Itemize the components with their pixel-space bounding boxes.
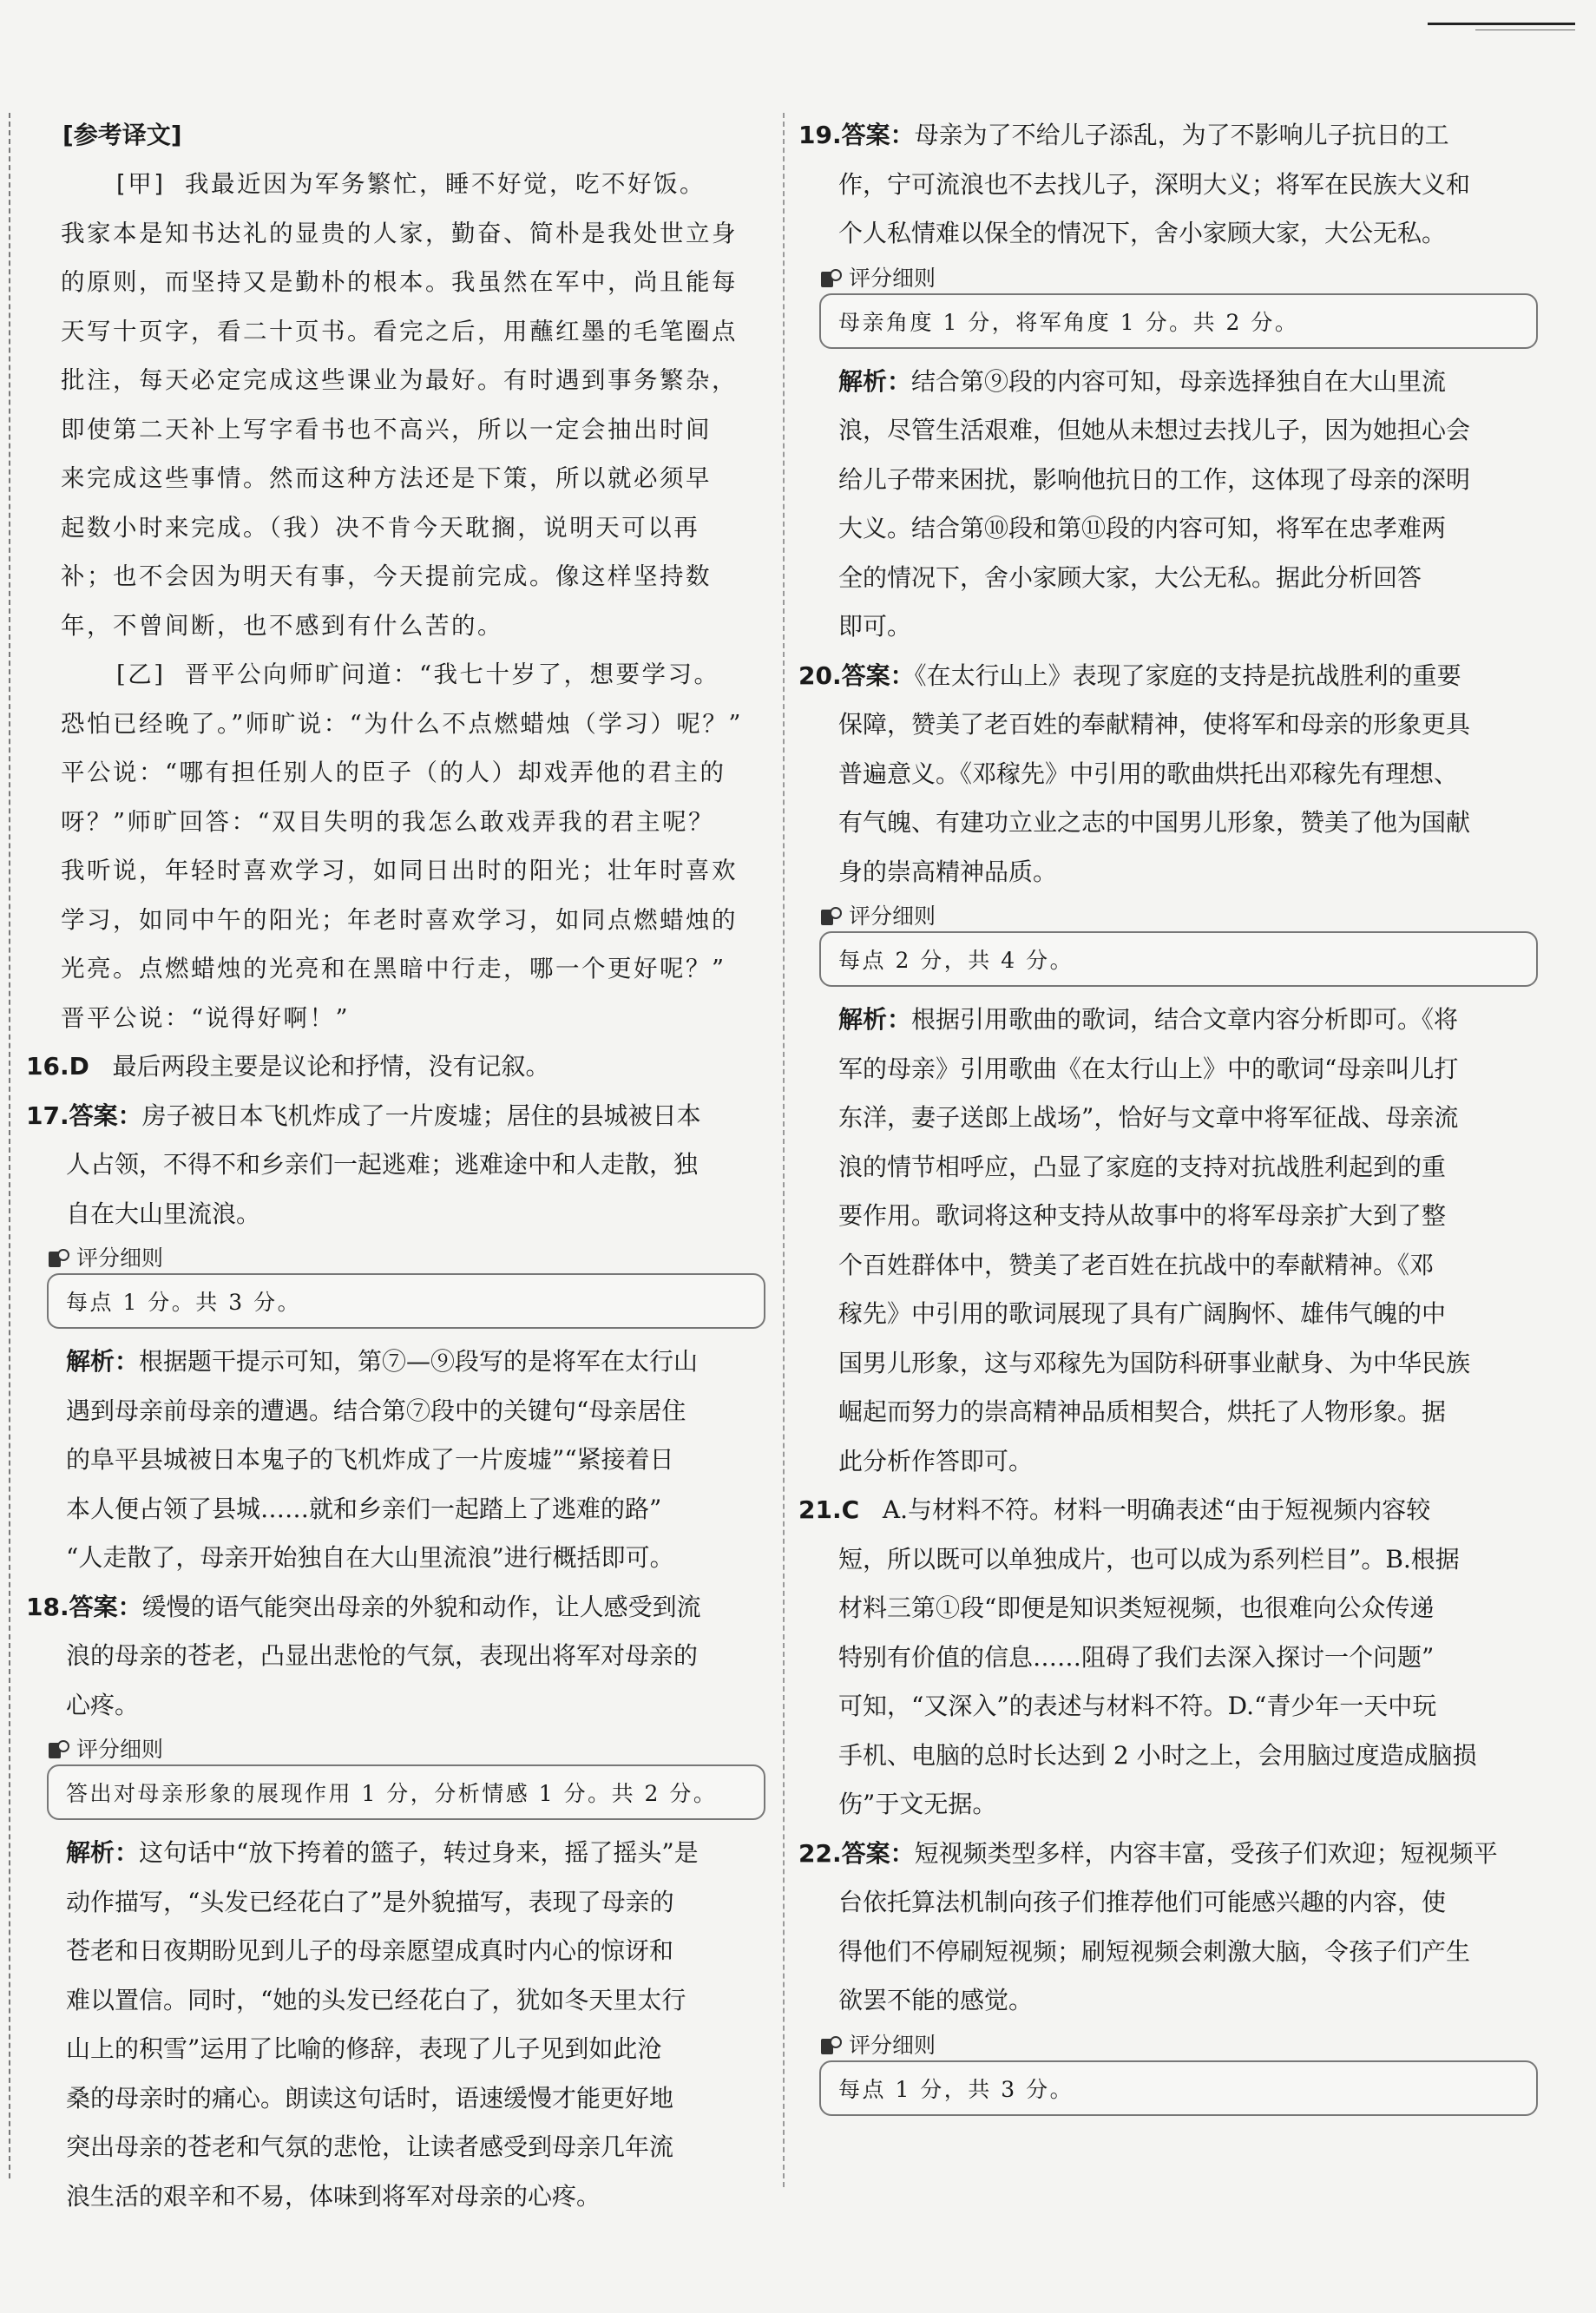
analysis-line: “人走散了，母亲开始独自在大山里流浪”进行概括即可。 bbox=[66, 1543, 674, 1572]
analysis-line: 全的情况下，舍小家顾大家，大公无私。据此分析回答 bbox=[838, 562, 1422, 592]
analysis-line: 山上的积雪”运用了比喻的修辞，表现了儿子见到如此沧 bbox=[66, 2034, 662, 2063]
analysis-line: 难以置信。同时，“她的头发已经花白了，犹如冬天里太行 bbox=[66, 1985, 686, 2014]
jia-line: 年，不曾间断，也不感到有什么苦的。 bbox=[61, 611, 503, 640]
analysis-label: 解析： bbox=[838, 366, 912, 396]
jia-line: 我最近因为军务繁忙，睡不好觉，吃不好饭。 bbox=[184, 170, 706, 198]
scoring-icon bbox=[819, 268, 840, 289]
scoring-title: 评分细则 bbox=[76, 1737, 164, 1762]
scoring-icon bbox=[819, 2035, 840, 2056]
scoring-icon bbox=[819, 906, 840, 927]
column-divider bbox=[783, 113, 785, 2187]
analysis-line: 崛起而努力的崇高精神品质相契合，烘托了人物形象。据 bbox=[838, 1397, 1447, 1426]
q17-score-text: 每点 1 分。共 3 分。 bbox=[47, 1273, 765, 1329]
q18-line: 心疼。 bbox=[66, 1690, 140, 1719]
yi-line: 平公说：“哪有担任别人的臣子（的人）却戏弄他的君主的 bbox=[61, 759, 726, 786]
jia-line: 即使第二天补上写字看书也不高兴，所以一定会抽出时间 bbox=[61, 415, 712, 444]
q20-number: 20.答案： bbox=[798, 660, 915, 690]
q19-line: 作，宁可流浪也不去找儿子，深明大义；将军在民族大义和 bbox=[838, 169, 1471, 199]
q18-scoring bbox=[47, 1735, 765, 1820]
yi-line: 我听说，年轻时喜欢学习，如同日出时的阳光；壮年时喜欢 bbox=[61, 857, 738, 884]
q16-number: 16.D bbox=[26, 1052, 89, 1081]
jia-line: 我家本是知书达礼的显贵的人家，勤奋、简朴是我处世立身 bbox=[61, 219, 738, 247]
q21-line: 手机、电脑的总时长达到 2 小时之上，会用脑过度造成脑损 bbox=[838, 1740, 1477, 1770]
analysis-line: 根据题干提示可知，第⑦—⑨段写的是将军在太行山 bbox=[139, 1347, 699, 1376]
analysis-line: 桑的母亲时的痛心。朗读这句话时，语速缓慢才能更好地 bbox=[66, 2083, 674, 2113]
yi-line: 呀？”师旷回答：“双目失明的我怎么敢戏弄我的君主呢？ bbox=[61, 807, 715, 836]
right-column bbox=[798, 111, 1538, 2125]
q22-scoring bbox=[819, 2031, 1538, 2116]
scoring-title: 评分细则 bbox=[849, 904, 936, 929]
jia-line: 起数小时来完成。（我）决不肯今天耽搁，说明天可以再 bbox=[61, 513, 700, 542]
scoring-icon bbox=[47, 1739, 68, 1760]
analysis-line: 突出母亲的苍老和气氛的悲怆，让读者感受到母亲几年流 bbox=[66, 2132, 674, 2161]
jia-line: 来完成这些事情。然而这种方法还是下策，所以就必须早 bbox=[61, 464, 712, 492]
yi-line: 光亮。点燃蜡烛的光亮和在黑暗中行走，哪一个更好呢？” bbox=[61, 955, 726, 982]
analysis-line: 苍老和日夜期盼见到儿子的母亲愿望成真时内心的惊讶和 bbox=[66, 1936, 674, 1965]
analysis-line: 东洋，妻子送郎上战场”，恰好与文章中将军征战、母亲流 bbox=[838, 1103, 1459, 1132]
scoring-title: 评分细则 bbox=[849, 265, 936, 291]
yi-label: [乙] bbox=[116, 660, 166, 688]
q17-analysis bbox=[26, 1337, 765, 1583]
question-22 bbox=[798, 1830, 1538, 2026]
q20-score-text: 每点 2 分，共 4 分。 bbox=[819, 931, 1538, 987]
question-16 bbox=[26, 1042, 765, 1092]
analysis-line: 本人便占领了县城……就和乡亲们一起踏上了逃难的路” bbox=[66, 1494, 662, 1523]
q22-line: 得他们不停刷短视频；刷短视频会刺激大脑，令孩子们产生 bbox=[838, 1936, 1471, 1966]
analysis-label: 解析： bbox=[66, 1838, 140, 1867]
analysis-line: 大义。结合第⑩段和第⑪段的内容可知，将军在忠孝难两 bbox=[838, 514, 1447, 542]
q21-line: A.与材料不符。材料一明确表述“由于短视频内容较 bbox=[882, 1495, 1431, 1524]
q16-text: 最后两段主要是议论和抒情，没有记叙。 bbox=[112, 1052, 550, 1081]
analysis-line: 浪，尽管生活艰难，但她从未想过去找儿子，因为她担心会 bbox=[838, 416, 1471, 444]
q21-line: 短，所以既可以单独成片，也可以成为系列栏目”。B.根据 bbox=[838, 1544, 1460, 1574]
yi-line: 恐怕已经晚了。”师旷说：“为什么不点燃蜡烛（学习）呢？” bbox=[61, 709, 743, 738]
q22-line: 台依托算法机制向孩子们推荐他们可能感兴趣的内容，使 bbox=[838, 1888, 1447, 1916]
analysis-line: 稼先》中引用的歌词展现了具有广阔胸怀、雄伟气魄的中 bbox=[838, 1299, 1447, 1328]
q20-line: 身的崇高精神品质。 bbox=[838, 857, 1058, 886]
q21-line: 材料三第①段“即便是知识类短视频，也很难向公众传递 bbox=[838, 1593, 1435, 1622]
jia-line: 的原则，而坚持又是勤朴的根本。我虽然在军中，尚且能每 bbox=[61, 268, 738, 296]
analysis-label: 解析： bbox=[838, 1005, 912, 1034]
scoring-title: 评分细则 bbox=[849, 2032, 936, 2058]
q22-score-text: 每点 1 分，共 3 分。 bbox=[819, 2060, 1538, 2116]
q19-line: 个人私情难以保全的情况下，舍小家顾大家，大公无私。 bbox=[838, 219, 1447, 247]
analysis-label: 解析： bbox=[66, 1347, 140, 1376]
q17-line: 人占领，不得不和乡亲们一起逃难；逃难途中和人走散，独 bbox=[66, 1150, 699, 1179]
q17-scoring bbox=[47, 1244, 765, 1329]
binding-line bbox=[9, 113, 10, 2178]
scoring-title: 评分细则 bbox=[76, 1245, 164, 1271]
jia-line: 天写十页字，看二十页书。看完之后，用蘸红墨的毛笔圈点 bbox=[61, 317, 738, 345]
q20-line: 有气魄、有建功立业之志的中国男儿形象，赞美了他为国献 bbox=[838, 808, 1471, 837]
analysis-line: 浪的情节相呼应，凸显了家庭的支持对抗战胜利起到的重 bbox=[838, 1152, 1447, 1181]
q20-scoring bbox=[819, 902, 1538, 987]
q22-line: 欲罢不能的感觉。 bbox=[838, 1986, 1034, 2014]
q18-line: 缓慢的语气能突出母亲的外貌和动作，让人感受到流 bbox=[141, 1592, 701, 1621]
q18-line: 浪的母亲的苍老，凸显出悲怆的气氛，表现出将军对母亲的 bbox=[66, 1641, 699, 1670]
q17-line: 房子被日本飞机炸成了一片废墟；居住的县城被日本 bbox=[141, 1101, 701, 1130]
q22-line: 短视频类型多样，内容丰富，受孩子们欢迎；短视频平 bbox=[914, 1838, 1498, 1868]
analysis-line: 的阜平县城被日本鬼子的飞机炸成了一片废墟”“紧接着日 bbox=[66, 1445, 674, 1474]
question-21 bbox=[798, 1486, 1538, 1830]
analysis-line: 要作用。歌词将这种支持从故事中的将军母亲扩大到了整 bbox=[838, 1201, 1447, 1230]
analysis-line: 给儿子带来困扰，影响他抗日的工作，这体现了母亲的深明 bbox=[838, 464, 1471, 494]
analysis-line: 此分析作答即可。 bbox=[838, 1446, 1034, 1475]
analysis-line: 遇到母亲前母亲的遭遇。结合第⑦段中的关键句“母亲居住 bbox=[66, 1396, 686, 1425]
analysis-line: 个百姓群体中，赞美了老百姓在抗战中的奉献精神。《邓 bbox=[838, 1250, 1435, 1279]
q19-score-text: 母亲角度 1 分，将军角度 1 分。共 2 分。 bbox=[819, 293, 1538, 349]
analysis-line: 结合第⑨段的内容可知，母亲选择独自在大山里流 bbox=[911, 366, 1447, 396]
question-19 bbox=[798, 111, 1538, 259]
q20-analysis bbox=[798, 996, 1538, 1486]
q19-scoring bbox=[819, 264, 1538, 349]
q21-line: 伤”于文无据。 bbox=[838, 1790, 997, 1818]
reference-translation-title: [参考译文] bbox=[62, 121, 182, 149]
scoring-icon bbox=[47, 1248, 68, 1269]
analysis-line: 动作描写，“头发已经花白了”是外貌描写，表现了母亲的 bbox=[66, 1887, 674, 1916]
analysis-line: 根据引用歌曲的歌词，结合文章内容分析即可。《将 bbox=[911, 1005, 1459, 1034]
left-column bbox=[26, 111, 765, 2221]
question-17 bbox=[26, 1092, 765, 1239]
translation-jia bbox=[26, 160, 765, 650]
q21-line: 特别有价值的信息……阻碍了我们去深入探讨一个问题” bbox=[838, 1642, 1435, 1672]
analysis-line: 即可。 bbox=[838, 612, 912, 641]
header-rule bbox=[1428, 23, 1575, 25]
q18-number: 18.答案： bbox=[26, 1592, 142, 1621]
q22-number: 22.答案： bbox=[798, 1838, 915, 1868]
jia-line: 批注，每天必定完成这些课业为最好。有时遇到事务繁杂， bbox=[61, 366, 738, 394]
q21-line: 可知，“又深入”的表述与材料不符。D.“青少年一天中玩 bbox=[838, 1692, 1437, 1720]
analysis-line: 浪生活的艰辛和不易，体味到将军对母亲的心疼。 bbox=[66, 2181, 601, 2211]
q17-number: 17.答案： bbox=[26, 1101, 142, 1130]
yi-line: 学习，如同中午的阳光；年老时喜欢学习，如同点燃蜡烛的 bbox=[61, 905, 738, 934]
q20-line: 《在太行山上》表现了家庭的支持是抗战胜利的重要 bbox=[914, 660, 1461, 690]
analysis-line: 这句话中“放下挎着的篮子，转过身来，摇了摇头”是 bbox=[139, 1838, 699, 1867]
q21-number: 21.C bbox=[798, 1495, 860, 1524]
jia-line: 补；也不会因为明天有事，今天提前完成。像这样坚持数 bbox=[61, 562, 712, 590]
yi-line: 晋平公向师旷问道：“我七十岁了，想要学习。 bbox=[184, 660, 720, 688]
q20-line: 普遍意义。《邓稼先》中引用的歌曲烘托出邓稼先有理想、 bbox=[838, 759, 1459, 788]
q19-line: 母亲为了不给儿子添乱，为了不影响儿子抗日的工 bbox=[914, 121, 1449, 149]
question-20 bbox=[798, 652, 1538, 897]
analysis-line: 国男儿形象，这与邓稼先为国防科研事业献身、为中华民族 bbox=[838, 1348, 1471, 1377]
translation-yi bbox=[26, 650, 765, 1042]
q20-line: 保障，赞美了老百姓的奉献精神，使将军和母亲的形象更具 bbox=[838, 710, 1471, 739]
question-18 bbox=[26, 1583, 765, 1731]
q18-analysis bbox=[26, 1829, 765, 2221]
q19-analysis bbox=[798, 358, 1538, 652]
q19-number: 19.答案： bbox=[798, 121, 915, 149]
q17-line: 自在大山里流浪。 bbox=[66, 1199, 261, 1228]
q18-score-text: 答出对母亲形象的展现作用 1 分，分析情感 1 分。共 2 分。 bbox=[47, 1764, 765, 1820]
jia-label: [甲] bbox=[116, 170, 166, 198]
yi-line: 晋平公说：“说得好啊！” bbox=[61, 1003, 351, 1032]
analysis-line: 军的母亲》引用歌曲《在太行山上》中的歌词“母亲叫儿打 bbox=[838, 1054, 1459, 1083]
